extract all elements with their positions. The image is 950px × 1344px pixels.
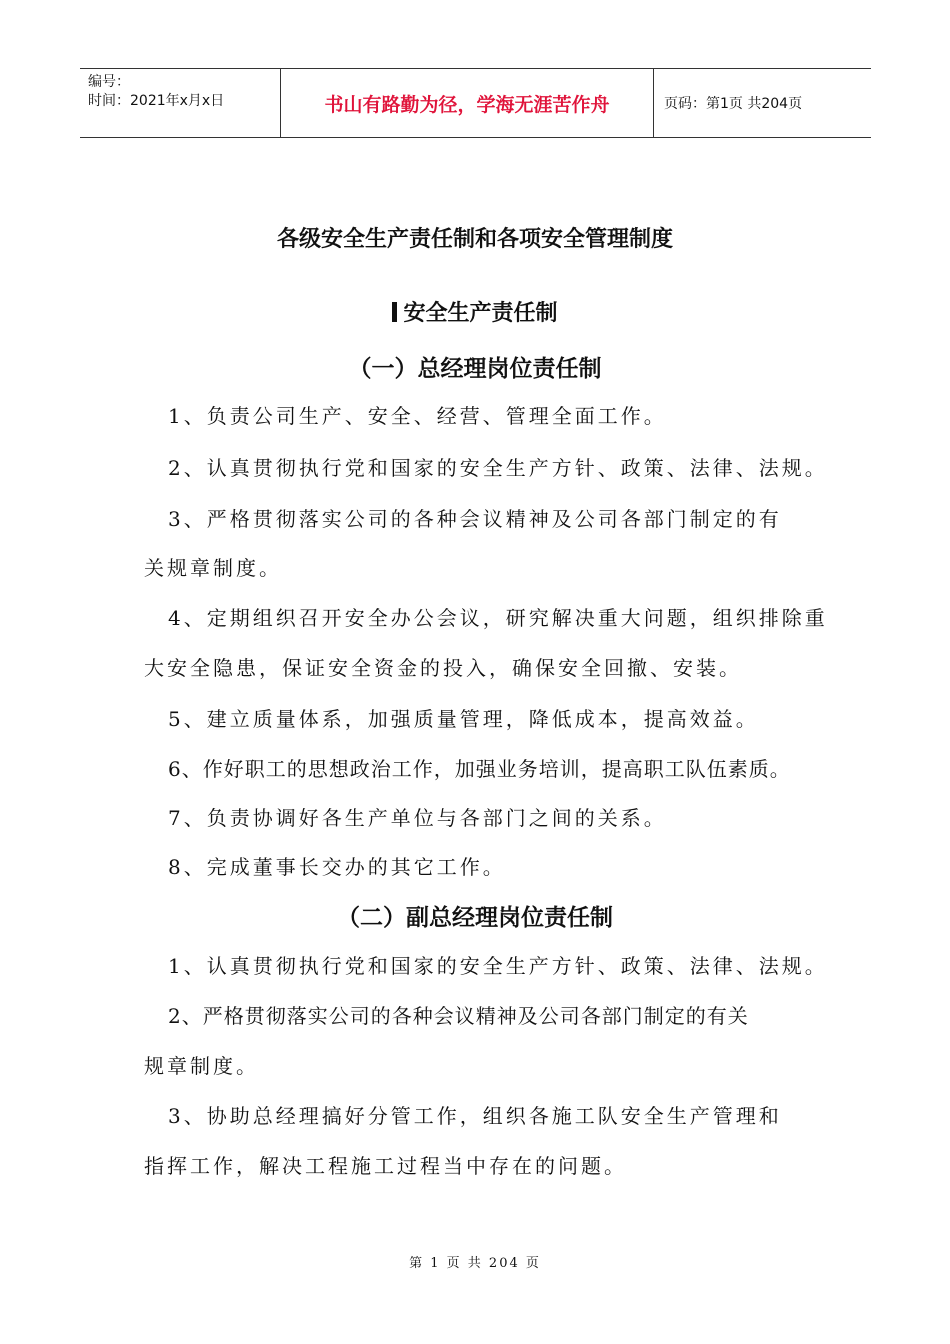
paragraph-line: 1、认真贯彻执行党和国家的安全生产方针、政策、法律、法规。 [168,954,828,978]
paragraph-line: 7、负责协调好各生产单位与各部门之间的关系。 [168,806,667,830]
header-meta [80,69,281,137]
paragraph-line: 4、定期组织召开安全办公会议，研究解决重大问题，组织排除重 [168,606,828,630]
paragraph-line: 6、作好职工的思想政治工作，加强业务培训，提高职工队伍素质。 [168,757,791,781]
paragraph-line: 3、严格贯彻落实公司的各种会议精神及公司各部门制定的有 [168,507,782,531]
paragraph-line: 关规章制度。 [144,556,282,580]
subsection-title-1: （一）总经理岗位责任制 [348,356,602,382]
header-page-info: 页码：第1页 共204页 [664,96,803,112]
paragraph-line: 5、建立质量体系，加强质量管理，降低成本，提高效益。 [168,707,759,731]
paragraph-line: 指挥工作，解决工程施工过程当中存在的问题。 [144,1154,627,1178]
section-marker [392,302,397,322]
paragraph-line: 2、认真贯彻执行党和国家的安全生产方针、政策、法律、法规。 [168,456,828,480]
header-table [80,68,871,138]
number-label: 编号： [88,74,130,90]
section-title [0,296,950,327]
paragraph-line: 1、负责公司生产、安全、经营、管理全面工作。 [168,404,667,428]
page-footer: 第 1 页 共 204 页 [409,1256,541,1271]
document-title: 各级安全生产责任制和各项安全管理制度 [276,227,673,252]
paragraph-line: 2、严格贯彻落实公司的各种会议精神及公司各部门制定的有关 [168,1004,749,1028]
paragraph-line: 8、完成董事长交办的其它工作。 [168,855,506,879]
section-title-text: 安全生产责任制 [403,301,558,326]
paragraph-line: 规章制度。 [144,1054,259,1078]
header-motto: 书山有路勤为径，学海无涯苦作舟 [281,69,654,137]
subsection-title-2: （二）副总经理岗位责任制 [337,905,613,931]
paragraph-line: 大安全隐患，保证安全资金的投入，确保安全回撤、安装。 [144,656,742,680]
date-label: 时间：2021年x月x日 [88,93,225,109]
paragraph-line: 3、协助总经理搞好分管工作，组织各施工队安全生产管理和 [168,1104,782,1128]
